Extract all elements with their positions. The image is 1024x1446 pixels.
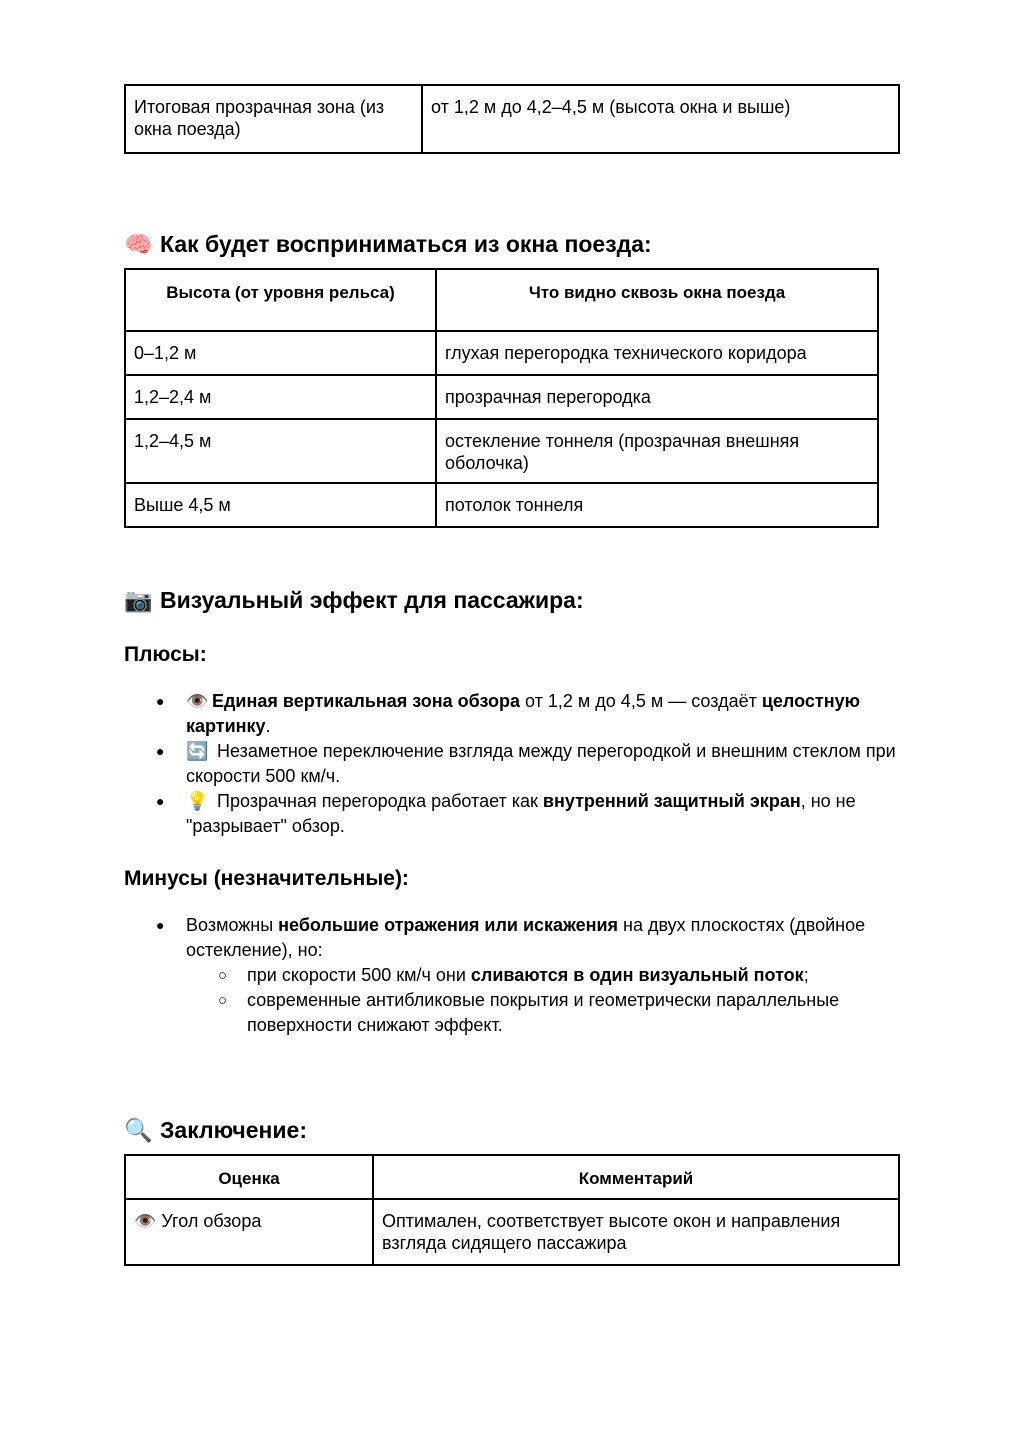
column-header: Что видно сквозь окна поезда [436, 269, 878, 331]
text: Незаметное переключение взгляда между перегородкой и внешним стеклом при скорости 500 км/ч. [186, 741, 896, 786]
table-cell: Выше 4,5 м [125, 483, 436, 527]
table-cell: 👁️ Угол обзора [125, 1199, 373, 1265]
section-heading-perception [124, 229, 652, 259]
pros-list [156, 689, 902, 839]
table-header-row [125, 1155, 899, 1199]
bullet-icon: ● [156, 743, 165, 759]
section-heading-conclusion [124, 1115, 307, 1145]
brain-icon: 🧠 [124, 231, 153, 257]
bullet-icon: ● [156, 793, 165, 809]
pros-heading: Плюсы: [124, 643, 207, 666]
text: . [265, 716, 271, 736]
sub-list [186, 963, 902, 1038]
list-item [156, 689, 902, 739]
text: на двух плоскостях (двойное остекление), но: [186, 915, 866, 960]
bold-text: целостную картинку [186, 691, 860, 736]
text: современные антибликовые покрытия и геометрически параллельные поверхности снижают эффект. [247, 990, 840, 1035]
section-heading-visual-effect [124, 585, 584, 615]
text: при скорости 500 км/ч они [247, 965, 471, 985]
text: Прозрачная перегородка работает как [212, 791, 543, 811]
table-row [125, 85, 899, 153]
table-cell: 1,2–2,4 м [125, 375, 436, 419]
text: от 1,2 м до 4,5 м — создаёт [520, 691, 762, 711]
lightbulb-icon: 💡 [186, 791, 209, 811]
table-cell: остекление тоннеля (прозрачная внешняя оболочка) [436, 419, 878, 483]
bullet-icon: ● [156, 917, 165, 933]
bullet-icon: ● [156, 693, 165, 709]
table-cell: потолок тоннеля [436, 483, 878, 527]
camera-icon: 📷 [124, 587, 153, 613]
bold-text: сливаются в один визуальный поток [470, 965, 804, 985]
heading-text: Визуальный эффект для пассажира: [160, 587, 584, 613]
heading-text: Как будет восприниматься из окна поезда: [160, 231, 652, 257]
table-row [125, 419, 878, 483]
column-header: Оценка [125, 1155, 373, 1199]
column-header: Комментарий [373, 1155, 899, 1199]
list-item [156, 789, 902, 839]
bold-text: Единая вертикальная зона обзора [212, 691, 521, 711]
table-cell: Итоговая прозрачная зона (из окна поезда) [125, 85, 422, 153]
repeat-icon: 🔄 [186, 741, 209, 761]
table-cell: глухая перегородка технического коридора [436, 331, 878, 375]
cons-heading: Минусы (незначительные): [124, 867, 409, 890]
table-cell: от 1,2 м до 4,2–4,5 м (высота окна и выше) [422, 85, 899, 153]
circle-bullet-icon: ○ [218, 992, 228, 1009]
column-header: Высота (от уровня рельса) [125, 269, 436, 331]
table-row [125, 1199, 899, 1265]
bold-text: внутренний защитный экран [542, 791, 801, 811]
text: ; [803, 965, 809, 985]
table-header-row [125, 269, 878, 331]
table-row [125, 331, 878, 375]
list-item [156, 739, 902, 789]
table-cell: Оптимален, соответствует высоте окон и направления взгляда сидящего пассажира [373, 1199, 899, 1265]
circle-bullet-icon: ○ [218, 967, 228, 984]
heading-text: Заключение: [160, 1117, 307, 1143]
text: Возможны [186, 915, 279, 935]
list-item [156, 913, 902, 1038]
table-row [125, 375, 878, 419]
table-cell: 1,2–4,5 м [125, 419, 436, 483]
magnifier-icon: 🔍 [124, 1117, 153, 1143]
list-item [218, 988, 902, 1038]
table-row [125, 483, 878, 527]
bold-text: небольшие отражения или искажения [278, 915, 619, 935]
text: , но не "разрывает" обзор. [186, 791, 856, 836]
table-conclusion [124, 1154, 900, 1266]
table-cell: прозрачная перегородка [436, 375, 878, 419]
table-top [124, 84, 900, 154]
table-cell: 0–1,2 м [125, 331, 436, 375]
eye-icon: 👁️ [186, 691, 209, 711]
cons-list [156, 913, 902, 1038]
list-item [218, 963, 902, 988]
table-perception [124, 268, 879, 528]
